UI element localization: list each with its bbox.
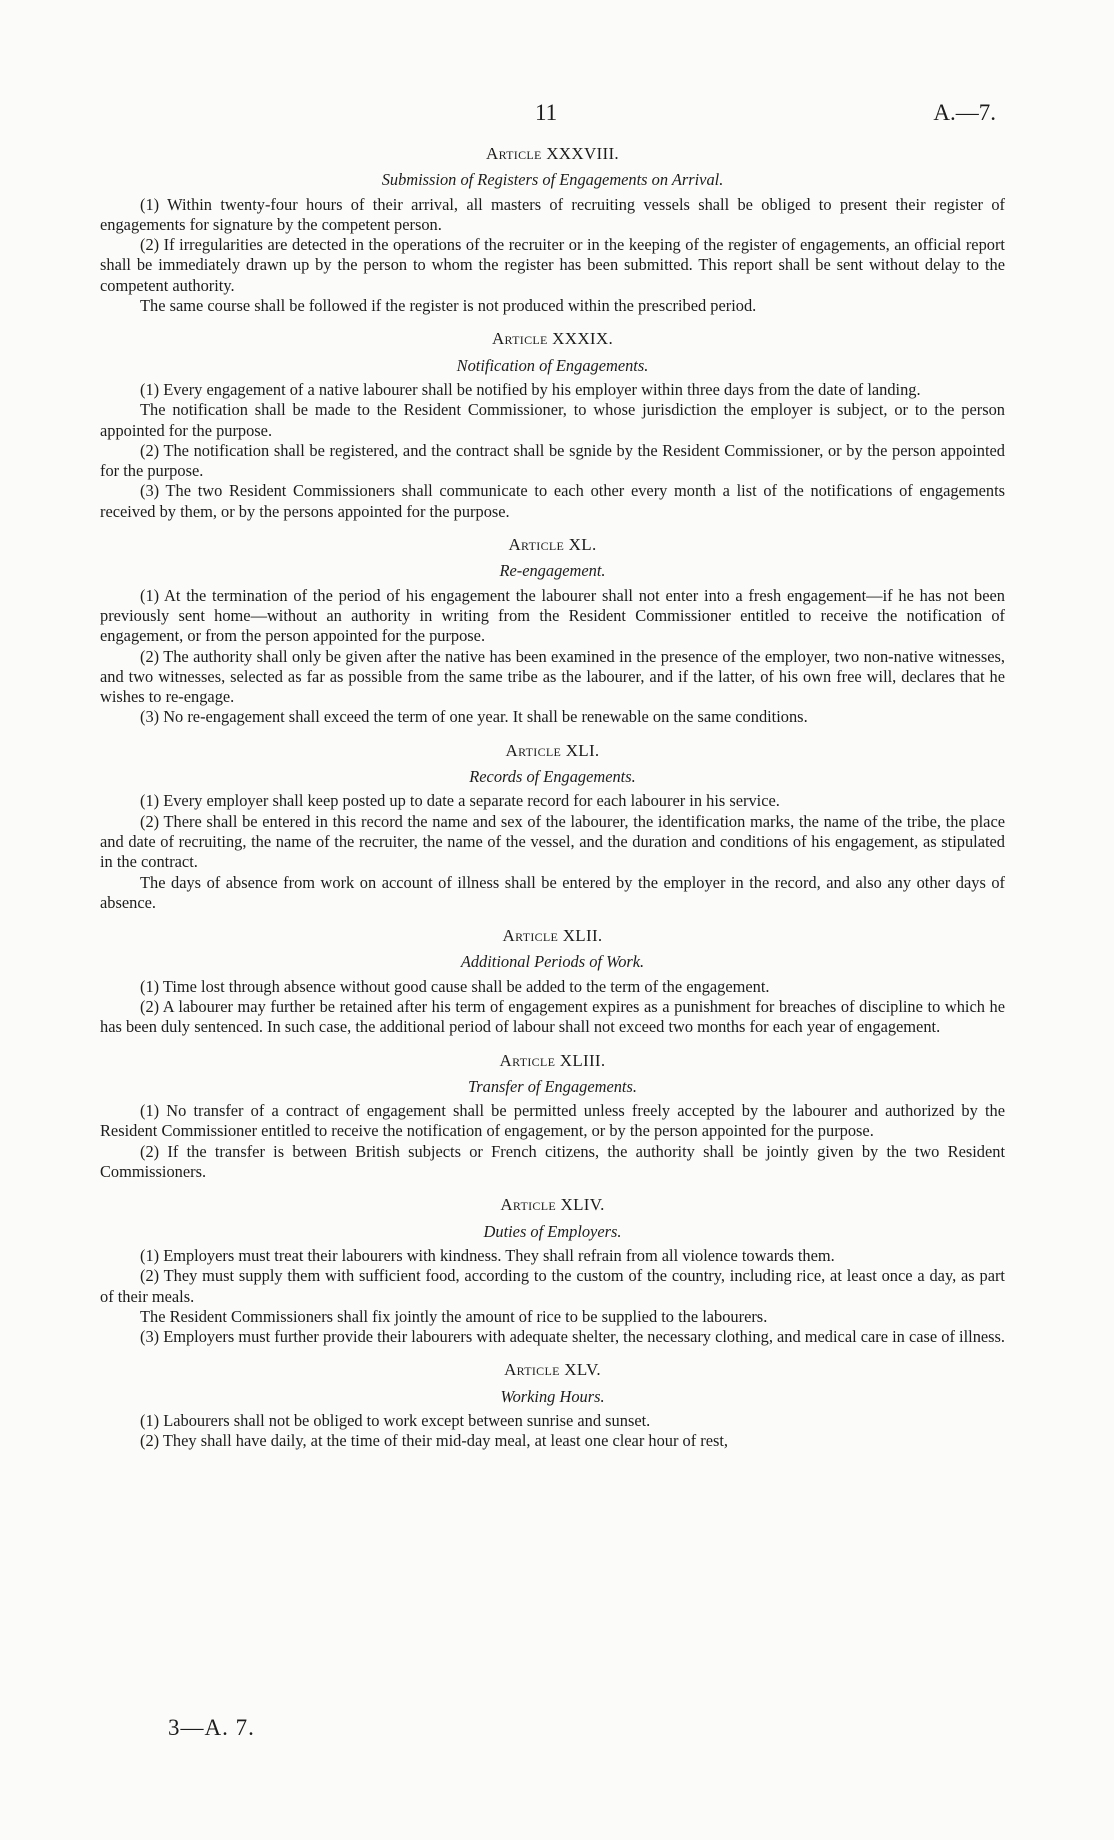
page-header: [0, 100, 1114, 130]
article-subtitle: Working Hours.: [500, 1386, 605, 1406]
article-paragraph: (2) There shall be entered in this record the name and sex of the labourer, the identification marks, the name of the tribe, the place and date of recruiting, the name of the recruiter, the name of the vessel, and the duration and conditions of his engagement, as stipulated in the contract.: [100, 811, 1005, 872]
article-subtitle: Notification of Engagements.: [456, 355, 649, 375]
article-title: Article XLI.: [505, 740, 600, 760]
article-section: [100, 144, 1005, 316]
article-paragraph: (1) Within twenty-four hours of their arrival, all masters of recruiting vessels shall be obliged to present their register of engagements for signature by the competent person.: [100, 194, 1005, 234]
article-title: Article XLIII.: [499, 1050, 606, 1070]
article-paragraph: (2) If the transfer is between British subjects or French citizens, the authority shall be jointly given by the two Resident Commissioners.: [100, 1141, 1005, 1182]
article-paragraph: (3) The two Resident Commissioners shall communicate to each other every month a list of the notifications of engagements received by them, or by the persons appointed for the purpose.: [100, 481, 1005, 521]
signature-mark: 3—A. 7.: [168, 1715, 255, 1740]
article-paragraph: (1) At the termination of the period of his engagement the labourer shall not enter into a fresh engagement—if he has not been previously sent home—without an authority in writing from the Resident Commissioner entitled to receive the notification of engagement, or from the person appointed for the purpose.: [100, 585, 1005, 646]
article-paragraph: The Resident Commissioners shall fix jointly the amount of rice to be supplied to the labourers.: [140, 1306, 768, 1326]
article-paragraph: The same course shall be followed if the register is not produced within the prescribed period.: [140, 296, 757, 316]
article-subtitle: Transfer of Engagements.: [468, 1076, 637, 1096]
article-paragraph: (1) Time lost through absence without good cause shall be added to the term of the engagement.: [140, 976, 770, 996]
document-reference: A.—7.: [933, 100, 996, 125]
article-title: Article XXXIX.: [491, 329, 614, 349]
article-paragraph: (3) Employers must further provide their labourers with adequate shelter, the necessary clothing, and medical care in case of illness.: [140, 1327, 1006, 1347]
article-paragraph: (2) If irregularities are detected in the operations of the recruiter or in the keeping of the register of engagements, an official report shall be immediately drawn up by the person to whom the register has been submitted. This report shall be sent without delay to the competent authority.: [100, 235, 1005, 295]
article-paragraph: (2) A labourer may further be retained after his term of engagement expires as a punishment for breaches of discipline to which he has been duly sentenced. In such case, the additional period of labour shall not exceed two months for each year of engagement.: [100, 996, 1005, 1037]
article-paragraph: (1) No transfer of a contract of engagement shall be permitted unless freely accepted by the labourer and authorized by the Resident Commissioner entitled to receive the notification of engagement, or by the person appointed for the purpose.: [100, 1101, 1005, 1141]
article-section: [100, 535, 1005, 728]
article-section: [100, 926, 1005, 1037]
article-subtitle: Records of Engagements.: [469, 767, 636, 787]
article-section: [100, 329, 1005, 522]
article-paragraph: (2) The authority shall only be given after the native has been examined in the presence of the employer, two non-native witnesses, and two witnesses, selected as far as possible from the same tribe as the labourer, and if the latter, of his own free will, declares that he wishes to re-engage.: [100, 646, 1005, 707]
article-title: Article XLV.: [504, 1360, 601, 1380]
article-subtitle: Additional Periods of Work.: [460, 952, 645, 972]
page-number: 11: [535, 100, 558, 125]
article-title: Article XLIV.: [500, 1195, 605, 1215]
article-paragraph: (2) They must supply them with sufficient food, according to the custom of the country, including rice, at least once a day, as part of their meals.: [100, 1266, 1005, 1306]
article-title: Article XL.: [508, 535, 597, 555]
article-title: Article XXXVIII.: [486, 144, 619, 163]
article-paragraph: The notification shall be made to the Resident Commissioner, to whose jurisdiction the employer is subject, or to the person appointed for the purpose.: [100, 400, 1005, 440]
article-paragraph: (1) Labourers shall not be obliged to work except between sunrise and sunset.: [140, 1411, 651, 1431]
article-subtitle: Re-engagement.: [499, 561, 606, 581]
article-paragraph: (2) The notification shall be registered, and the contract shall be sgnide by the Resident Commissioner, or by the person appointed for the purpose.: [100, 440, 1005, 481]
article-subtitle: Submission of Registers of Engagements on Arrival.: [381, 170, 724, 190]
article-title: Article XLII.: [502, 926, 603, 946]
article-section: [100, 1195, 1005, 1347]
articles-body: [100, 144, 1005, 1452]
article-section: [100, 1051, 1005, 1183]
article-paragraph: (1) Every engagement of a native labourer shall be notified by his employer within three days from the date of landing.: [140, 379, 921, 399]
article-paragraph: (2) They shall have daily, at the time of their mid-day meal, at least one clear hour of rest,: [140, 1431, 729, 1451]
article-section: [100, 1360, 1005, 1451]
article-section: [100, 741, 1005, 913]
article-paragraph: (1) Employers must treat their labourers with kindness. They shall refrain from all violence towards them.: [140, 1245, 835, 1265]
article-paragraph: (3) No re-engagement shall exceed the term of one year. It shall be renewable on the same conditions.: [140, 707, 808, 727]
article-subtitle: Duties of Employers.: [483, 1221, 622, 1241]
article-paragraph: (1) Every employer shall keep posted up to date a separate record for each labourer in his service.: [140, 791, 780, 811]
article-paragraph: The days of absence from work on account of illness shall be entered by the employer in the record, and also any other days of absence.: [100, 872, 1005, 912]
